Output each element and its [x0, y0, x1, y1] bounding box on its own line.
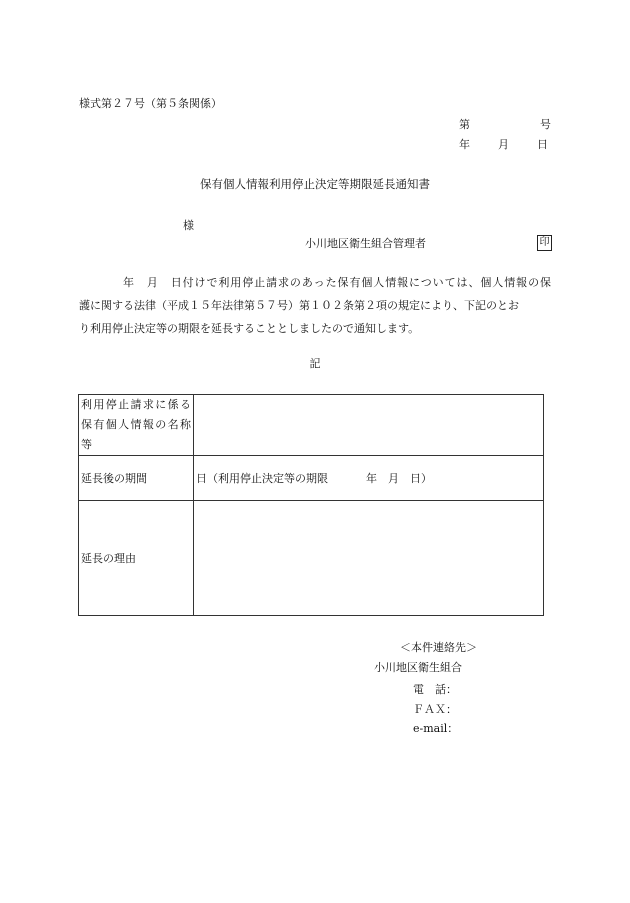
ki-label: 記 — [309, 357, 321, 370]
label-line: 保有個人情報の名称 — [81, 418, 191, 431]
seal-mark: 印 — [537, 235, 552, 251]
table-row — [79, 501, 544, 616]
sender-name: 小川地区衛生組合管理者 — [305, 237, 426, 250]
contact-fax-label: ＦＡＸ： — [413, 703, 457, 716]
period-text: 日（利用停止決定等の期限 — [196, 472, 328, 485]
personal-info-name-label — [79, 395, 194, 456]
body-line: り利用停止決定等の期限を延長することとしましたので通知します。 — [79, 322, 420, 335]
number-prefix: 第 — [459, 118, 504, 131]
document-number-line — [459, 118, 551, 131]
document-title: 保有個人情報利用停止決定等期限延長通知書 — [200, 177, 430, 191]
number-suffix: 号 — [540, 118, 551, 131]
addressee-honorific: 様 — [183, 219, 194, 232]
personal-info-name-value — [194, 395, 544, 456]
table-row — [79, 456, 544, 501]
label-line: 利用停止請求に係る — [81, 398, 191, 411]
date-day: 日 — [537, 138, 548, 151]
date-line — [459, 138, 548, 151]
contact-email-label: e-mail： — [413, 722, 459, 735]
date-year: 年 — [459, 138, 483, 151]
date-month: 月 — [498, 138, 522, 151]
contact-phone-label: 電 話： — [413, 683, 457, 696]
form-number: 様式第２７号（第５条関係） — [79, 97, 222, 110]
extended-period-value — [194, 456, 544, 501]
body-paragraph — [79, 271, 551, 340]
notice-detail-table — [78, 394, 544, 616]
label-line: 等 — [81, 438, 92, 451]
table-row — [79, 395, 544, 456]
extension-reason-label: 延長の理由 — [79, 501, 194, 616]
period-date: 年 月 日） — [366, 472, 432, 485]
contact-organization: 小川地区衛生組合 — [374, 661, 462, 674]
body-line: 護に関する法律（平成１５年法律第５７号）第１０２条第２項の規定により、下記のとお — [79, 299, 519, 312]
contact-heading: ＜本件連絡先＞ — [400, 641, 477, 654]
extension-reason-value — [194, 501, 544, 616]
extended-period-label: 延長後の期間 — [79, 456, 194, 501]
body-line: 年 月 日付けで利用停止請求のあった保有個人情報については、個人情報の保 — [123, 276, 551, 289]
